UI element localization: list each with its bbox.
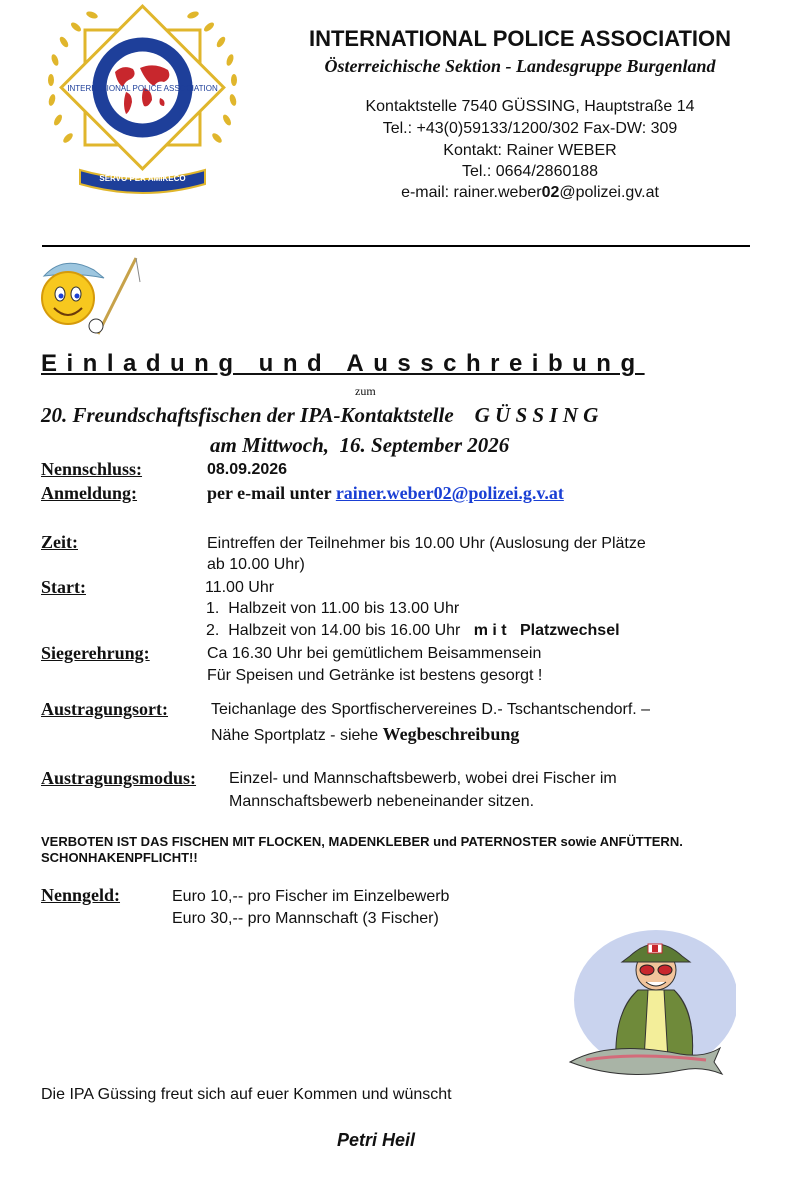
austragungsort-line-2 bbox=[211, 724, 519, 745]
nennschluss-value: 08.09.2026 bbox=[207, 461, 288, 478]
siegerehrung-line-2: Für Speisen und Getränke ist bestens gesorgt ! bbox=[207, 667, 543, 684]
org-subtitle: Österreichische Sektion - Landesgruppe Burgenland bbox=[324, 56, 716, 76]
nenngeld-line-2: Euro 30,-- pro Mannschaft (3 Fischer) bbox=[172, 910, 439, 927]
signoff-petri-heil: Petri Heil bbox=[337, 1130, 416, 1150]
nennschluss-label: Nennschluss: bbox=[41, 459, 143, 479]
anmeldung-label: Anmeldung: bbox=[41, 483, 138, 503]
logo-ring-text: INTERNATIONAL POLICE ASSOCIATION bbox=[67, 84, 218, 93]
header-divider bbox=[42, 245, 750, 247]
anmeldung-value bbox=[207, 483, 564, 504]
fisher-with-fish-illustration bbox=[566, 930, 736, 1085]
logo-motto: SERVO PER AMIKECO bbox=[99, 174, 186, 183]
siegerehrung-line-1: Ca 16.30 Uhr bei gemütlichem Beisammensein bbox=[207, 645, 542, 662]
nenngeld-label: Nenngeld: bbox=[41, 885, 121, 905]
rules-warning: VERBOTEN IST DAS FISCHEN MIT FLOCKEN, MADENKLEBER und PATERNOSTER sowie ANFÜTTERN. SCHONHAKENPFLICHT!! bbox=[41, 834, 683, 865]
start-label: Start: bbox=[41, 577, 86, 597]
contact-person: Kontakt: Rainer WEBER bbox=[443, 142, 617, 159]
austragungsort-line-2-text: Nähe Sportplatz - siehe bbox=[211, 727, 383, 744]
smiley-fisher-illustration bbox=[36, 256, 146, 346]
contact-email bbox=[250, 184, 801, 202]
event-name: 20. Freundschaftsfischen der IPA-Kontaktstelle G Ü S S I N G bbox=[41, 403, 599, 427]
zeit-line-1: Eintreffen der Teilnehmer bis 10.00 Uhr (Auslosung der Plätze bbox=[207, 535, 646, 552]
anmeldung-text: per e-mail unter bbox=[207, 483, 336, 503]
start-line-2: 1. Halbzeit von 11.00 bis 13.00 Uhr bbox=[206, 600, 460, 617]
austragungsmodus-line-2: Mannschaftsbewerb nebeneinander sitzen. bbox=[229, 793, 535, 810]
austragungsort-line-1: Teichanlage des Sportfischervereines D.- Tschantschendorf. – bbox=[211, 701, 651, 718]
event-date: am Mittwoch, 16. September 2026 bbox=[210, 433, 510, 457]
start-line-1: 11.00 Uhr bbox=[205, 579, 275, 596]
ipa-logo bbox=[40, 0, 245, 195]
email-suffix: @polizei.gv.at bbox=[559, 184, 659, 201]
contact-mobile: Tel.: 0664/2860188 bbox=[461, 163, 599, 180]
start-line-3-text: 2. Halbzeit von 14.00 bis 16.00 Uhr bbox=[206, 622, 461, 639]
contact-phone-fax: Tel.: +43(0)59133/1200/302 Fax-DW: 309 bbox=[382, 120, 678, 137]
austragungsmodus-label: Austragungsmodus: bbox=[41, 768, 197, 788]
closing-text: Die IPA Güssing freut sich auf euer Kommen und wünscht bbox=[41, 1086, 452, 1103]
austragungsmodus-line-1: Einzel- und Mannschaftsbewerb, wobei drei Fischer im bbox=[229, 770, 617, 787]
zum-text: zum bbox=[355, 384, 376, 398]
wegbeschreibung-text: Wegbeschreibung bbox=[382, 724, 520, 744]
anmeldung-email-link[interactable]: rainer.weber02@polizei.g.v.at bbox=[335, 483, 564, 503]
org-title: INTERNATIONAL POLICE ASSOCIATION bbox=[308, 26, 732, 51]
start-line-3 bbox=[206, 622, 620, 640]
platzwechsel-text: m i t Platzwechsel bbox=[473, 622, 620, 639]
zeit-label: Zeit: bbox=[41, 532, 78, 552]
siegerehrung-label: Siegerehrung: bbox=[41, 643, 150, 663]
email-prefix: e-mail: rainer.weber bbox=[401, 184, 542, 201]
austragungsort-label: Austragungsort: bbox=[41, 699, 169, 719]
nenngeld-line-1: Euro 10,-- pro Fischer im Einzelbewerb bbox=[172, 888, 450, 905]
document-title: Einladung und Ausschreibung bbox=[41, 350, 645, 377]
email-bold-part: 02 bbox=[541, 184, 560, 201]
contact-address: Kontaktstelle 7540 GÜSSING, Hauptstraße 14 bbox=[365, 98, 695, 115]
zeit-line-2: ab 10.00 Uhr) bbox=[207, 556, 305, 573]
